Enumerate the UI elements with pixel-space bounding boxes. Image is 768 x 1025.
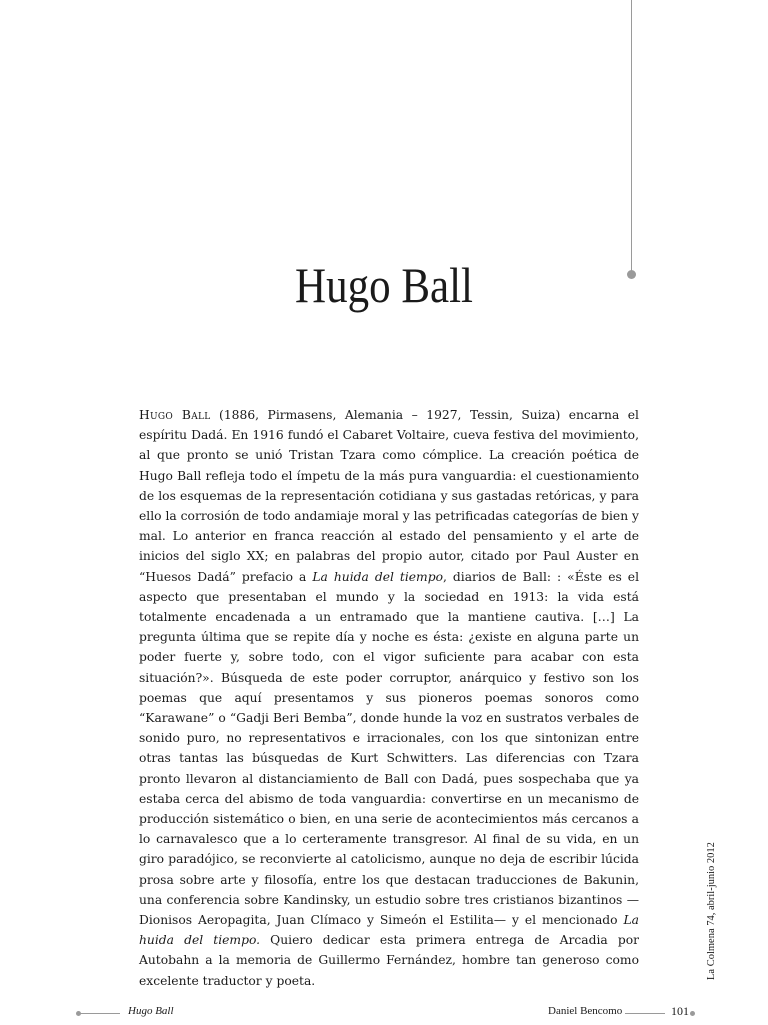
author-name: Hugo Ball (139, 408, 211, 422)
body-text-3: Quiero dedicar esta primera entrega de Arcadia por Autobahn a la memoria de Guillermo Fernández, hombre tan generoso como excelente traductor y poeta. (139, 933, 640, 988)
footer-rule-left (80, 1013, 120, 1014)
book-title-1: La huida del tiempo (312, 569, 443, 584)
footer-author: Daniel Bencomo (548, 1005, 623, 1017)
page-number: 101 (671, 1004, 689, 1018)
journal-side-note: La Colmena 74, abril-junio 2012 (706, 842, 717, 980)
book-title-2: La huida del tiempo. (139, 913, 639, 948)
body-text-2: , diarios de Ball: : «Éste es el aspecto que presentaban el mundo y la sociedad en 1913: la vida está totalmente encadenada a un entramado que la mantiene cautiva. […] La pregunta última que se repite día y noche es ésta: ¿existe en alguna parte un poder fuerte y, sobre todo, con el vigor suficiente para acabar con esta situación?». Búsqueda de este poder corruptor, anárquico y festivo son los poemas que aquí presentamos y sus pioneros poemas sonoros como “Karawane” o “Gadji Beri Bemba”, donde hunde la voz en sustratos verbales de sonido puro, no representativos e irracionales, con los que sintonizan entre otras tantas las búsquedas de Kurt Schwitters. Las diferencias con Tzara pronto llevaron al distanciamiento de Ball con Dadá, pues sospechaba que ya estaba cerca del abismo de toda vanguardia: convertirse en un mecanismo de producción sistemático o bien, en una serie de acontecimientos más cercanos a lo carnavalesco que a lo certeramente transgresor. Al final de su vida, en un giro paradójico, se reconvierte al catolicismo, aunque no deja de escribir lúcida prosa sobre arte y filosofía, entre los que destacan traducciones de Bakunin, una conferencia sobre Kandinsky, un estudio sobre tres cristianos bizantinos —Dionisos Aeropagita, Juan Clímaco y Simeón el Estilita— y el mencionado (139, 569, 639, 928)
vertical-rule (631, 0, 632, 273)
page-footer (0, 1005, 768, 1025)
footer-left-title: Hugo Ball (128, 1005, 174, 1017)
footer-rule-right (625, 1013, 665, 1014)
footer-dot-right (690, 1011, 695, 1016)
body-text-1: (1886, Pirmasens, Alemania – 1927, Tessin, Suiza) encarna el espíritu Dadá. En 1916 fundó el Cabaret Voltaire, cueva festiva del movimiento, al que pronto se unió Tristan Tzara como cómplice. La creación poética de Hugo Ball refleja todo el ímpetu de la más pura vanguardia: el cuestionamiento de los esquemas de la representación cotidiana y sus gastadas retóricas, y para ello la corrosión de todo andamiaje moral y las petrificadas categorías de bien y mal. Lo anterior en franca reacción al estado del pensamiento y el arte de inicios del siglo XX; en palabras del propio autor, citado por Paul Auster en “Huesos Dadá” prefacio a (139, 408, 639, 584)
body-paragraph (139, 405, 639, 991)
page-title: Hugo Ball (295, 256, 473, 313)
